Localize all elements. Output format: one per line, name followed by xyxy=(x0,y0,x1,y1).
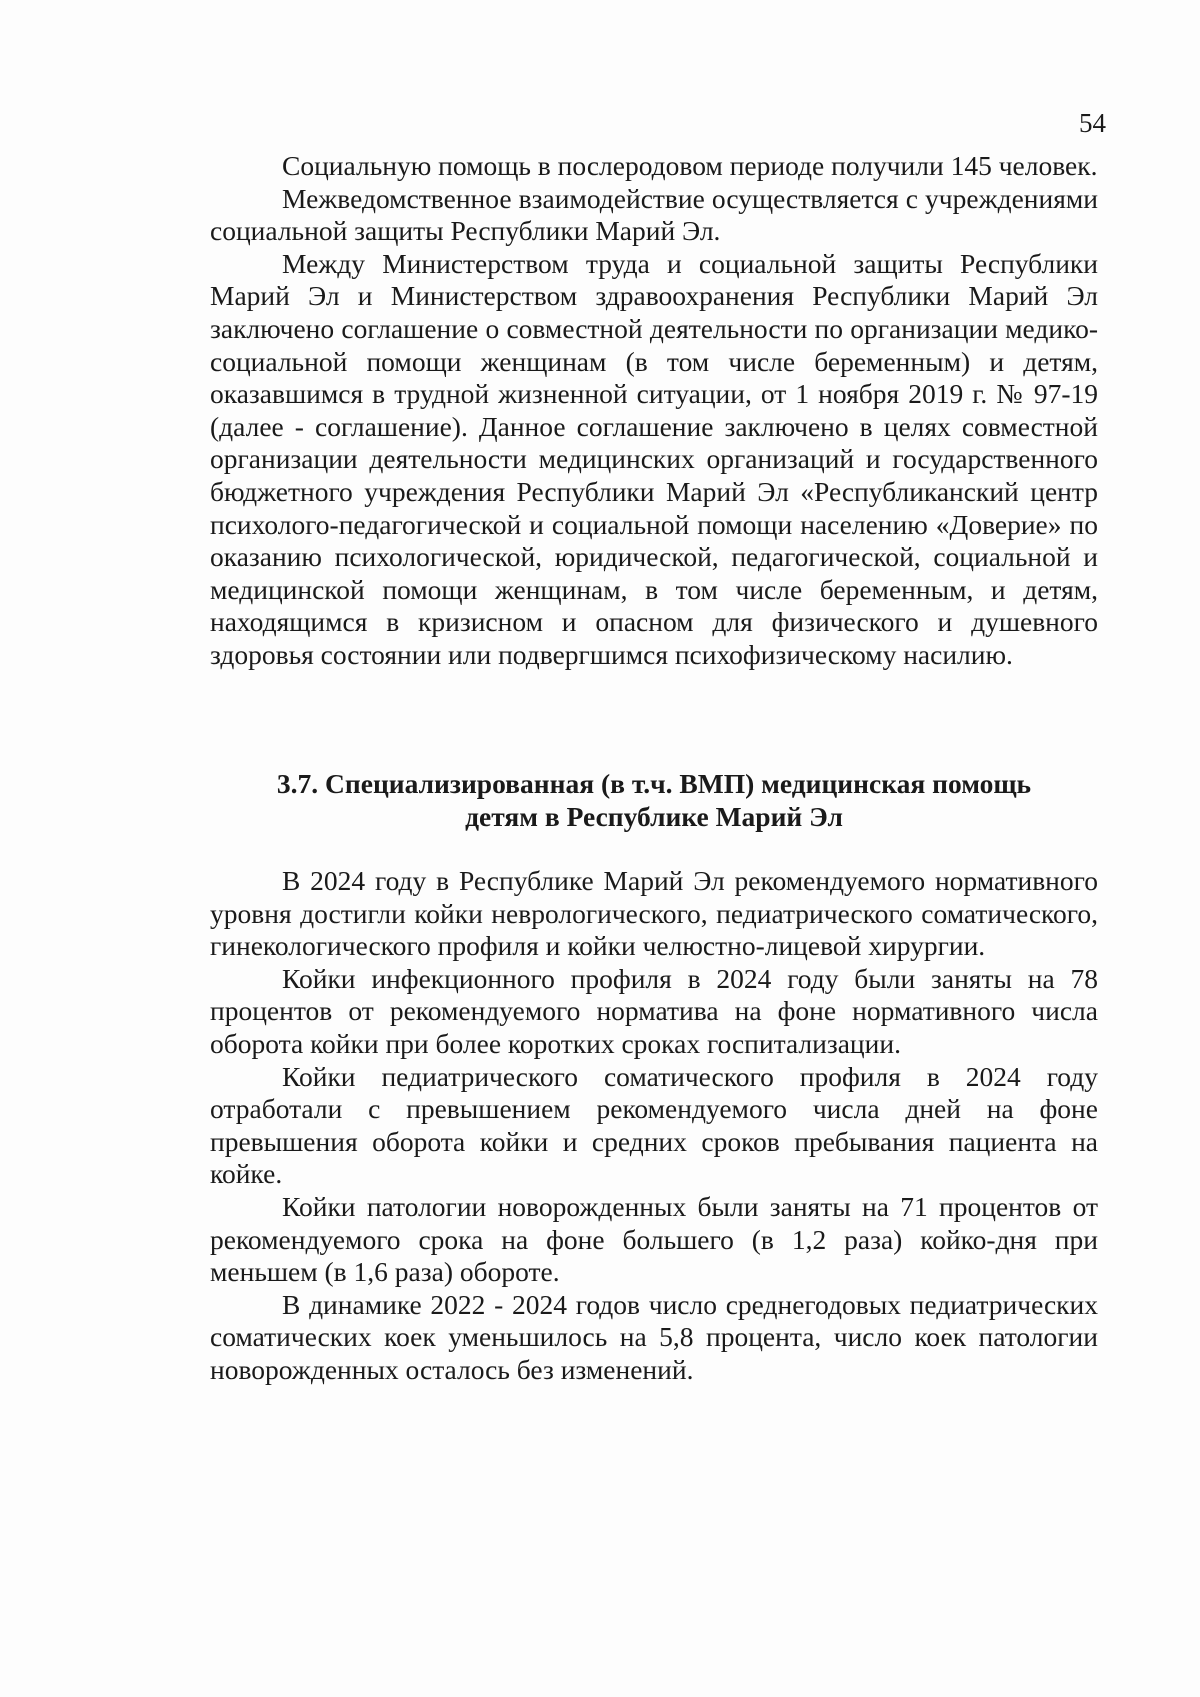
paragraph-pediatric-beds: Койки педиатрического соматического профиля в 2024 году отработали с превышением рекомендуемого числа дней на фоне превышения оборота койки и средних сроков пребывания пациента на койке. xyxy=(210,1060,1098,1190)
paragraph-newborn-pathology: Койки патологии новорожденных были заняты на 71 процентов от рекомендуемого срока на фоне большего (в 1,2 раза) койко-дня при меньшем (в 1,6 раза) обороте. xyxy=(210,1190,1098,1288)
paragraph-infectious-beds: Койки инфекционного профиля в 2024 году были заняты на 78 процентов от рекомендуемого норматива на фоне нормативного числа оборота койки при более коротких сроках госпитализации. xyxy=(210,962,1098,1059)
paragraph-agreement: Между Министерством труда и социальной защиты Республики Марий Эл и Министерством здравоохранения Республики Марий Эл заключено соглашение о совместной деятельности по организации медико-социальной помощи женщинам (в том числе беременным) и детям, оказавшимся в трудной жизненной ситуации, от 1 ноября 2019 г. № 97-19 (далее - соглашение). Данное соглашение заключено в целях совместной организации деятельности медицинских организаций и государственного бюджетного учреждения Республики Марий Эл «Республиканский центр психолого-педагогической и социальной помощи населению «Доверие» по оказанию психологической, юридической, педагогической, социальной и медицинской помощи женщинам, в том числе беременным, и детям, находящимся в кризисном и опасном для физического и душевного здоровья состоянии или подвергшимся психофизическому насилию. xyxy=(210,247,1098,670)
paragraph-interagency: Межведомственное взаимодействие осуществляется с учреждениями социальной защиты Республики Марий Эл. xyxy=(210,182,1098,247)
section-heading-line-2: детям в Республике Марий Эл xyxy=(465,800,843,832)
page-number: 54 xyxy=(1079,108,1106,138)
section-heading xyxy=(210,768,1098,833)
text-block-top xyxy=(210,150,1098,672)
paragraph-social-help: Социальную помощь в послеродовом периоде получили 145 человек. xyxy=(282,150,1098,181)
paragraph-normative-level: В 2024 году в Республике Марий Эл рекомендуемого нормативного уровня достигли койки неврологического, педиатрического соматического, гинекологического профиля и койки челюстно-лицевой хирургии. xyxy=(210,865,1098,962)
paragraph-dynamics: В динамике 2022 - 2024 годов число среднегодовых педиатрических соматических коек уменьшилось на 5,8 процента, число коек патологии новорожденных осталось без изменений. xyxy=(210,1288,1098,1385)
text-block-bottom xyxy=(210,865,1098,1387)
section-heading-line-1: 3.7. Специализированная (в т.ч. ВМП) медицинская помощь xyxy=(276,768,1032,799)
